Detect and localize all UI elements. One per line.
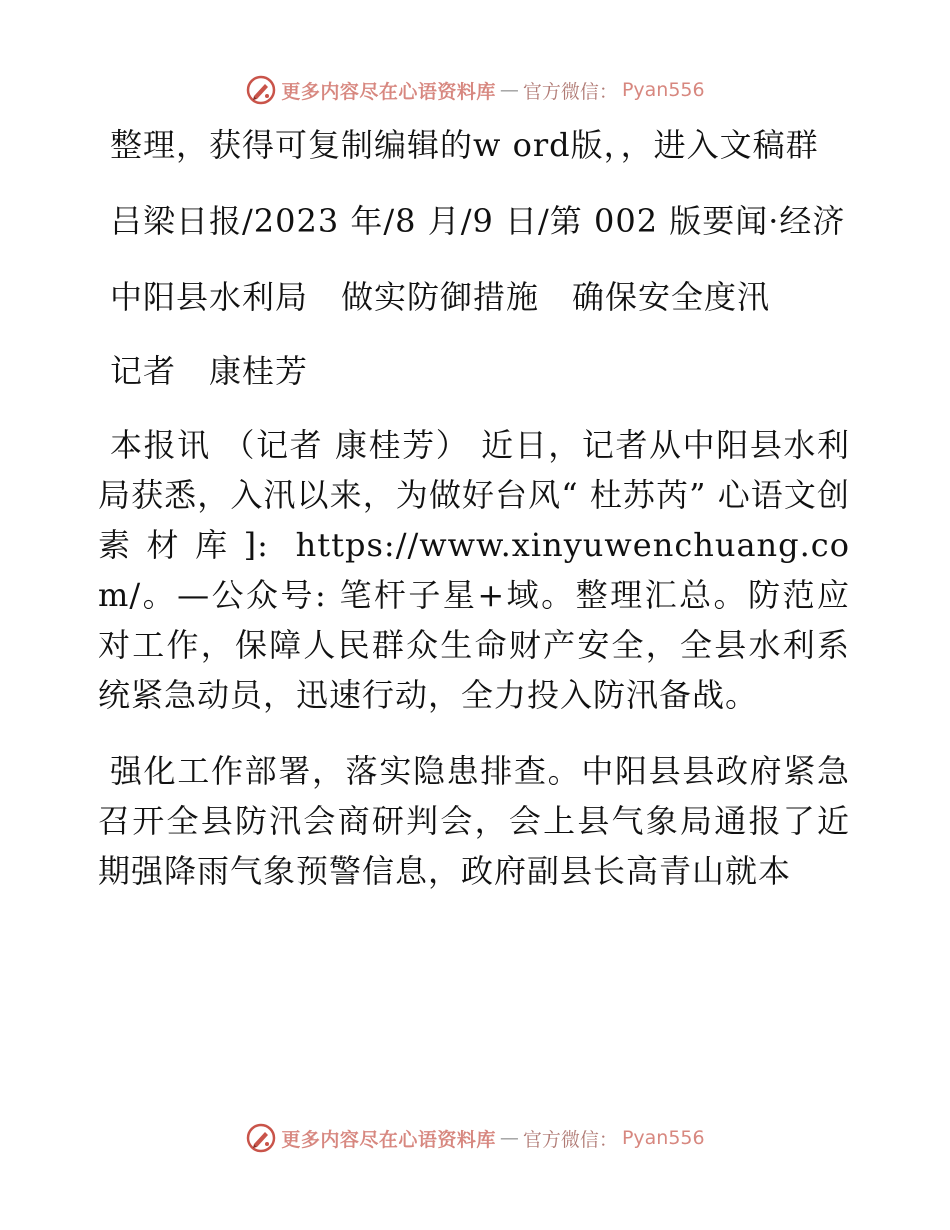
banner-site-name: 更多内容尽在心语资料库 [281, 1128, 496, 1151]
pen-logo-icon [245, 74, 277, 106]
header-watermark-banner [0, 70, 950, 110]
banner-wechat-id: Pyan556 [621, 79, 705, 101]
article-headline: 中阳县水利局 做实防御措施 确保安全度汛 [110, 278, 771, 316]
footer-watermark-banner [0, 1118, 950, 1158]
article-paragraph-2: 强化工作部署，落实隐患排查。中阳县县政府紧急召开全县防汛会商研判会，会上县气象局通报了近期强降雨气象预警信息，政府副县长高青山就本 [98, 752, 850, 890]
article-byline: 记者 康桂芳 [110, 352, 309, 390]
source-line: 吕梁日报/2023 年/8 月/9 日/第 002 版要闻·经济 [110, 202, 846, 240]
article-paragraph-1: 本报讯 （记者 康桂芳） 近日，记者从中阳县水利局获悉，入汛以来，为做好台风“ 杜苏芮” 心语文创素材库]: https://www.xinyuwenchuang.com/。—公众号: 笔杆子星+域。整理汇总。防范应对工作，保障人民群众生命财产安全，全县水利系统紧急动员，迅速行动，全力投入防汛备战。 [98, 426, 850, 714]
intro-paragraph: 整理，获得可复制编辑的w ord版，，进入文稿群 [110, 126, 819, 164]
pen-logo-icon [245, 1122, 277, 1154]
banner-wechat-label: 官方微信： [522, 80, 618, 103]
banner-separator: — [499, 79, 519, 101]
banner-separator: — [499, 1127, 519, 1149]
banner-wechat-label: 官方微信： [522, 1128, 618, 1151]
document-body [98, 120, 850, 922]
banner-wechat-id: Pyan556 [621, 1127, 705, 1149]
banner-site-name: 更多内容尽在心语资料库 [281, 80, 496, 103]
